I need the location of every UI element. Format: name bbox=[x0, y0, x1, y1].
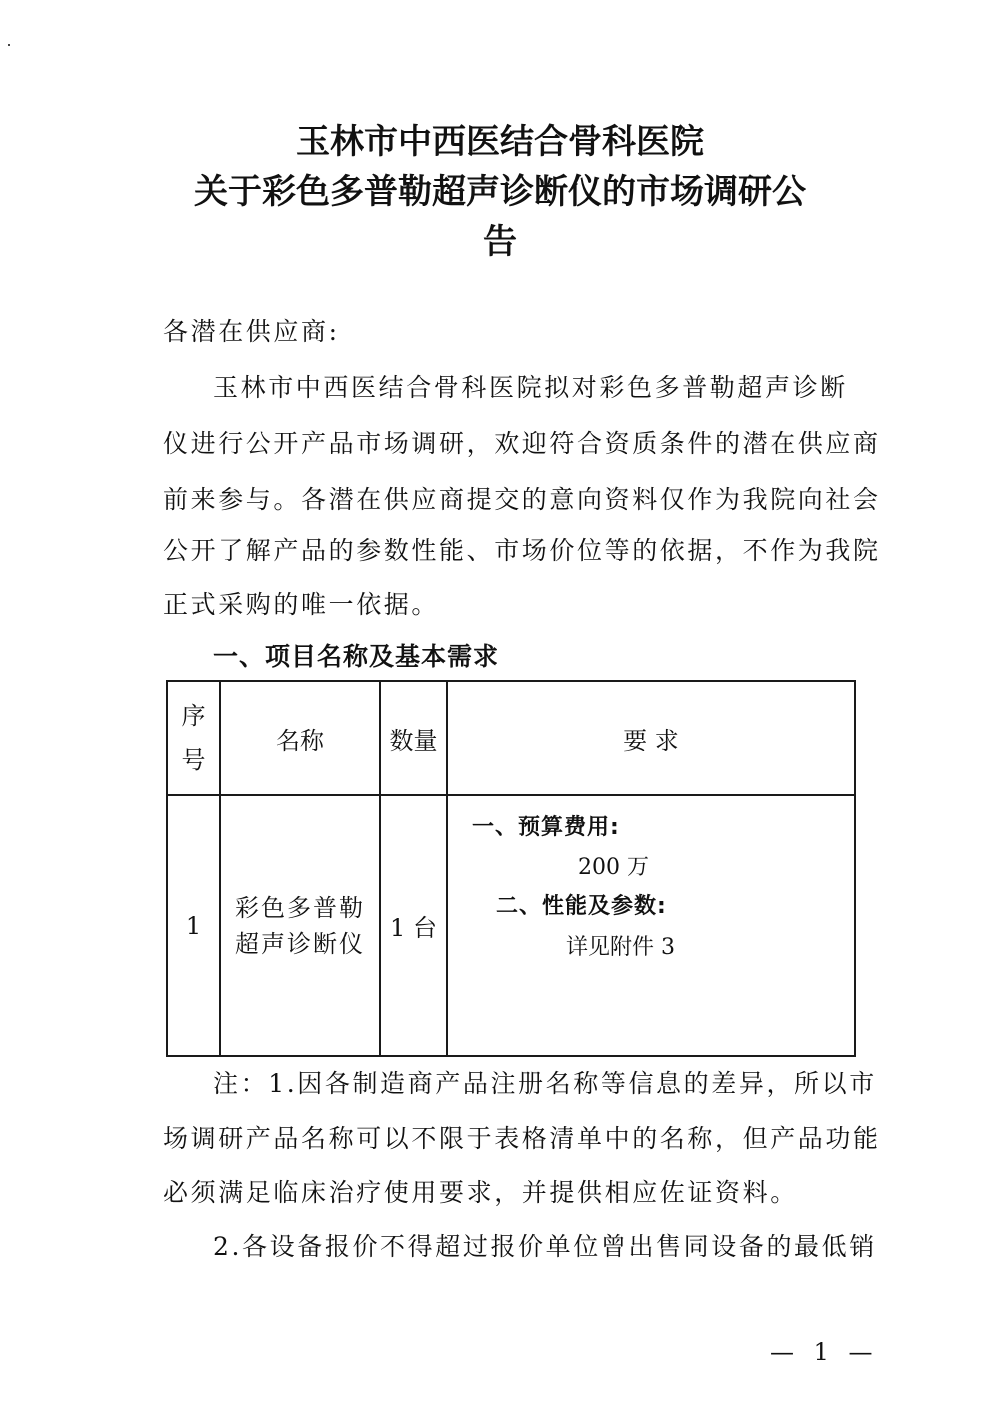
cell-name-line-1: 彩色多普勒 bbox=[235, 893, 365, 922]
req-spec-value: 详见附件 3 bbox=[566, 935, 675, 960]
intro-line: 玉林市中西医结合骨科医院拟对彩色多普勒超声诊断 bbox=[213, 373, 848, 402]
intro-line: 正式采购的唯一依据。 bbox=[163, 590, 440, 619]
page-number: — 1 — bbox=[770, 1338, 879, 1366]
requirements-table bbox=[166, 680, 856, 1057]
salutation: 各潜在供应商: bbox=[163, 317, 340, 346]
intro-line: 前来参与。各潜在供应商提交的意向资料仅作为我院向社会 bbox=[163, 485, 881, 514]
table-row bbox=[167, 795, 855, 1056]
doc-title-line-2: 关于彩色多普勒超声诊断仪的市场调研公 bbox=[194, 172, 806, 212]
cell-requirements bbox=[447, 795, 855, 1056]
intro-line: 仪进行公开产品市场调研，欢迎符合资质条件的潜在供应商 bbox=[163, 429, 881, 458]
scan-speck bbox=[8, 44, 10, 46]
cell-name bbox=[220, 795, 380, 1056]
table-header-row bbox=[167, 681, 855, 795]
req-budget-label: 一、预算费用: bbox=[472, 815, 620, 840]
doc-title-line-3: 告 bbox=[483, 222, 517, 262]
header-seq-top: 序 bbox=[181, 702, 206, 730]
note-line: 2.各设备报价不得超过报价单位曾出售同设备的最低销 bbox=[213, 1232, 877, 1261]
note-line: 必须满足临床治疗使用要求，并提供相应佐证资料。 bbox=[163, 1178, 798, 1207]
header-name: 名称 bbox=[220, 681, 380, 795]
header-seq-bottom: 号 bbox=[181, 746, 206, 774]
header-requirements: 要 求 bbox=[447, 681, 855, 795]
note-line: 场调研产品名称可以不限于表格清单中的名称，但产品功能 bbox=[163, 1124, 881, 1153]
section-heading: 一、项目名称及基本需求 bbox=[213, 642, 500, 671]
cell-name-line-2: 超声诊断仪 bbox=[235, 929, 365, 958]
req-spec-label: 二、性能及参数: bbox=[496, 894, 667, 919]
doc-title-line-1: 玉林市中西医结合骨科医院 bbox=[296, 122, 704, 162]
note-line: 注：1.因各制造商产品注册名称等信息的差异，所以市 bbox=[213, 1069, 877, 1098]
cell-quantity: 1 台 bbox=[380, 795, 447, 1056]
header-quantity: 数量 bbox=[380, 681, 447, 795]
intro-line: 公开了解产品的参数性能、市场价位等的依据，不作为我院 bbox=[163, 536, 881, 565]
cell-seq: 1 bbox=[167, 795, 220, 1056]
req-budget-value: 200 万 bbox=[578, 855, 649, 880]
header-seq bbox=[167, 681, 220, 795]
